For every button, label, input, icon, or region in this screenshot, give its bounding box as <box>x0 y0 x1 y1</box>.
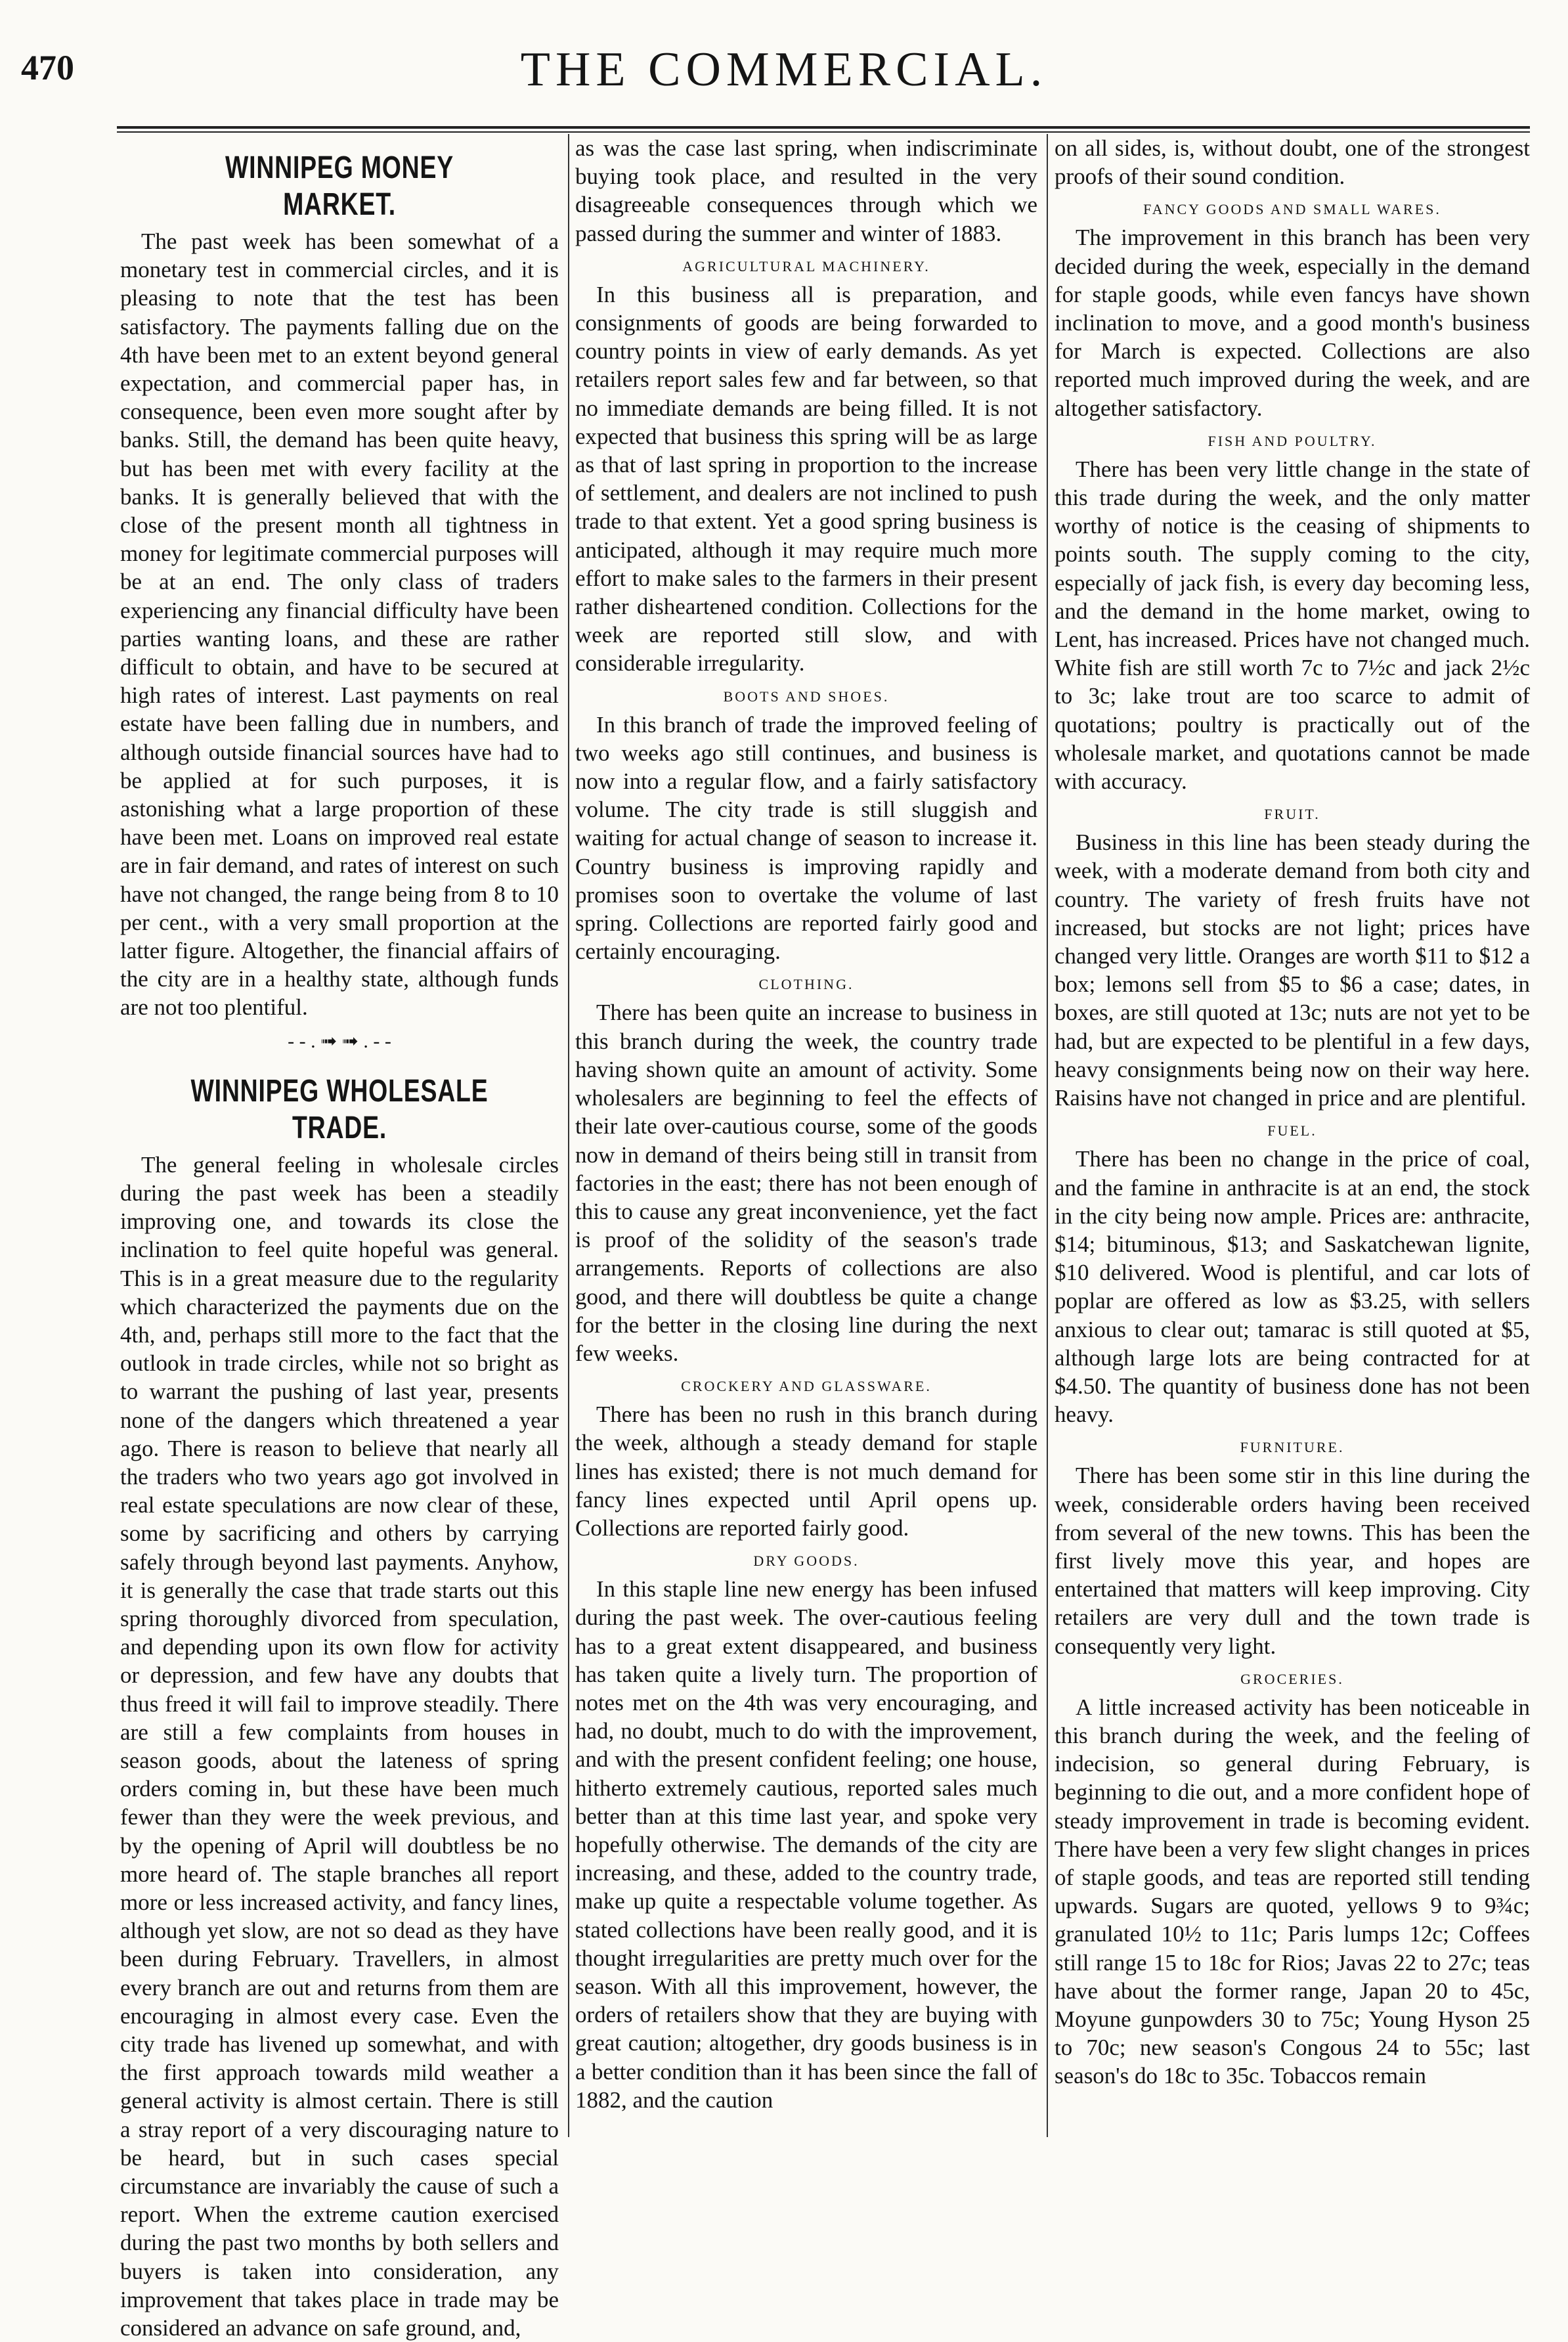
section-body-groceries: A little increased activity has been noticeable in this branch during the week, and the feeling of indecision, so general during February, is beginning to die out, and a more confident hope of steady improvement in trade is becoming evident. There have been a very few slight changes in prices of staple goods, and teas are reported still tending upwards. Sugars are quoted, yellows 9 to 9¾c; granulated 10½ to 11c; Paris lumps 12c; Coffees still range 15 to 18c for Rios; Javas 22 to 27c; teas have about the former range, Japan 20 to 45c, Moyune gunpowders 30 to 75c; Young Hyson 25 to 70c; new season's Congous 24 to 55c; last season's do 18c to 35c. Tobaccos remain <box>1055 1694 1530 2089</box>
column-2 <box>575 134 1037 2131</box>
section-heading-fancy-goods: FANCY GOODS AND SMALL WARES. <box>1143 201 1441 218</box>
section-heading-furniture: FURNITURE. <box>1240 1439 1345 1456</box>
column-3 <box>1055 134 1530 2131</box>
money-market-body: The past week has been somewhat of a monetary test in commercial circles, and it is pleasing to note that the test has been satisfactory. The payments falling due on the 4th have been met to an extent beyond general expectation, and commercial paper has, in consequence, been even more sought after by banks. Still, the demand has been quite heavy, but has been met with every facility at the banks. It is generally believed that with the close of the present month all tightness in money for legitimate commercial purposes will be at an end. The only class of traders experiencing any financial difficulty have been parties wanting loans, and these are rather difficult to obtain, and have to be secured at high rates of interest. Last payments on real estate have been falling due in numbers, and although outside financial sources have had to be applied at for such purposes, it is astonishing what a large proportion of these have been met. Loans on improved real estate are in fair demand, and rates of interest on such have not changed, the range being from 8 to 10 per cent., with a very small proportion at the latter figure. Altogether, the financial affairs of the city are in a healthy state, although funds are not too plentiful. <box>120 229 559 1021</box>
page-number: 470 <box>21 48 74 87</box>
column-1 <box>120 134 559 2341</box>
section-body-fruit: Business in this line has been steady during the week, with a moderate demand from both city and country. The variety of fresh fruits have not increased, but stocks are not light; prices have changed very little. Oranges are worth $11 to $12 a box; lemons sell from $5 to $6 a case; dates, in boxes, are still quoted at 13c; nuts are not yet to be had, but are expected to be plentiful in a few days, heavy consignments being now on their way here. Raisins have not changed in price and are plentiful. <box>1055 829 1530 1111</box>
section-body-fuel: There has been no change in the price of coal, and the famine in anthracite is at an end, the stock in the city being now ample. Prices are: anthracite, $14; bituminous, $13; and Saskatchewan lignite, $10 delivered. Wood is plentiful, and car lots of poplar are offered as low as $3.25, with sellers anxious to clear out; tamarac is still quoted at $5, although large lots are being contracted for at $4.50. The quantity of business done has not been heavy. <box>1055 1146 1530 1428</box>
section-heading-dry-goods: DRY GOODS. <box>753 1553 860 1570</box>
section-body-agricultural-machinery: In this business all is preparation, and consignments of goods are being forwarded to country points in view of early demands. As yet retailers report sales few and far between, so that no immediate demands are being filled. It is not expected that business this spring will be as large as that of last spring in proportion to the increase of settlement, and dealers are not inclined to push trade to that extent. Yet a good spring business is anticipated, although it may require much more effort to make sales to the farmers in their present rather disheartened condition. Collections for the week are reported still slow, and with considerable irregularity. <box>575 281 1037 676</box>
section-heading-clothing: CLOTHING. <box>758 976 854 993</box>
section-heading-boots-and-shoes: BOOTS AND SHOES. <box>723 688 890 705</box>
wholesale-intro: The general feeling in wholesale circles during the past week has been a steadily improving one, and towards its close the inclination to feel quite hopeful was general. This is in a great measure due to the regularity which characterized the payments due on the 4th, and, perhaps still more to the fact that the outlook in trade circles, while not so bright as to warrant the pushing of last year, presents none of the dangers which threatened a year ago. There is reason to believe that nearly all the traders who two years ago got involved in real estate speculations are now clear of these, some by sacrificing and others by carrying safely through beyond last payments. Anyhow, it is generally the case that trade starts out this spring thoroughly divorced from speculation, and depending upon its own flow for activity or depression, and few have any doubts that thus freed it will fail to improve steadily. There are still a few complaints from houses in season goods, about the lateness of spring orders coming in, but these have been much fewer than they were the week previous, and by the opening of April will doubtless be no more heard of. The staple branches all report more or less increased activity, and fancy lines, although yet slow, are not so dead as they have been during February. Travellers, in almost every branch are out and returns from them are encouraging in almost every case. Even the city trade has livened up somewhat, and with the first approach towards mild weather a general activity is almost certain. There is still a stray report of a very discouraging nature to be heard, but in such cases special circumstance are invariably the cause of such a report. When the extreme caution exercised during the past two months by both sellers and buyers is taken into consideration, any improvement that takes place in trade may be considered an advance on safe ground, and, <box>120 1151 559 2341</box>
section-ornament: - - . ➟ ➟ . - - <box>288 1030 391 1052</box>
section-body-furniture: There has been some stir in this line during the week, considerable orders having been received from several of the new towns. This has been the first lively move this year, and hopes are entertained that matters will keep improving. City retailers are very dull and the town trade is consequently very light. <box>1055 1463 1530 1659</box>
section-heading-crockery: CROCKERY AND GLASSWARE. <box>681 1378 932 1395</box>
section-body-crockery: There has been no rush in this branch during the week, although a steady demand for staple lines has existed; there is not much demand for fancy lines expected until April opens up. Collections are reported fairly good. <box>575 1402 1037 1541</box>
section-body-fish-and-poultry: There has been very little change in the state of this trade during the week, and the only matter worthy of notice is the ceasing of shipments to points south. The supply coming to the city, especially of jack fish, is every day becoming less, and the demand in the home market, owing to Lent, has increased. Prices have not changed much. White fish are still worth 7c to 7½c and jack 2½c to 3c; lake trout are too scarce to admit of quotations; poultry is practically out of the wholesale market, and quotations cannot be made with accuracy. <box>1055 456 1530 795</box>
publication-title: THE COMMERCIAL. <box>520 43 1048 97</box>
section-body-boots-and-shoes: In this branch of trade the improved feeling of two weeks ago still continues, and business is now into a regular flow, and a fairly satisfactory volume. The city trade is still sluggish and waiting for actual change of season to increase it. Country business is improving rapidly and promises soon to overtake the volume of last spring. Collections are reported fairly good and certainly encouraging. <box>575 711 1037 965</box>
article-title-wholesale-trade: WINNIPEG WHOLESALE TRADE. <box>190 1073 489 1145</box>
wholesale-intro-continued: as was the case last spring, when indiscriminate buying took place, and resulted in the very disagreeable consequences through which we passed during the summer and winter of 1883. <box>575 135 1037 246</box>
section-heading-fuel: FUEL. <box>1267 1122 1317 1139</box>
section-body-dry-goods-continued: on all sides, is, without doubt, one of the strongest proofs of their sound condition. <box>1055 135 1530 190</box>
section-body-fancy-goods: The improvement in this branch has been very decided during the week, especially in the demand for staple goods, while even fancys have shown inclination to move, and a good month's business for March is expected. Collections are also reported much improved during the week, and are altogether satisfactory. <box>1055 225 1530 421</box>
column-divider <box>1047 134 1048 2137</box>
page-header <box>0 0 1568 112</box>
section-heading-groceries: GROCERIES. <box>1240 1670 1344 1687</box>
column-divider <box>568 134 569 2137</box>
section-heading-agricultural-machinery: AGRICULTURAL MACHINERY. <box>682 257 930 275</box>
section-body-dry-goods: In this staple line new energy has been infused during the past week. The over-cautious feeling has to a great extent disappeared, and business has taken quite a lively turn. The proportion of notes met on the 4th was very encouraging, and had, no doubt, much to do with the improvement, and with the present confident feeling; one house, hitherto extremely cautious, reported sales much better than at this time last year, and spoke very hopefully otherwise. The demands of the city are increasing, and these, added to the country trade, make up quite a respectable volume together. As stated collections have been really good, and it is thought irregularities are pretty much over for the season. With all this improvement, however, the orders of retailers show that they are buying with great caution; altogether, dry goods business is in a better condition than it has been since the fall of 1882, and the caution <box>575 1576 1037 2113</box>
article-title-money-market: WINNIPEG MONEY MARKET. <box>225 150 454 222</box>
section-body-clothing: There has been quite an increase to business in this branch during the week, the country trade having shown quite an amount of activity. Some wholesalers are beginning to feel the effects of their late over-cautious course, some of the goods now in demand of theirs being still in transit from factories in the east; there has not been enough of this to cause any great inconvenience, yet the fact is proof of the solidity of the season's trade arrangements. Reports of collections are also good, and there will doubtless be quite a change for the better in the closing line during the next few weeks. <box>575 1000 1037 1366</box>
section-heading-fruit: FRUIT. <box>1264 806 1320 823</box>
header-rule <box>117 126 1530 133</box>
section-heading-fish-and-poultry: FISH AND POULTRY. <box>1208 432 1377 449</box>
